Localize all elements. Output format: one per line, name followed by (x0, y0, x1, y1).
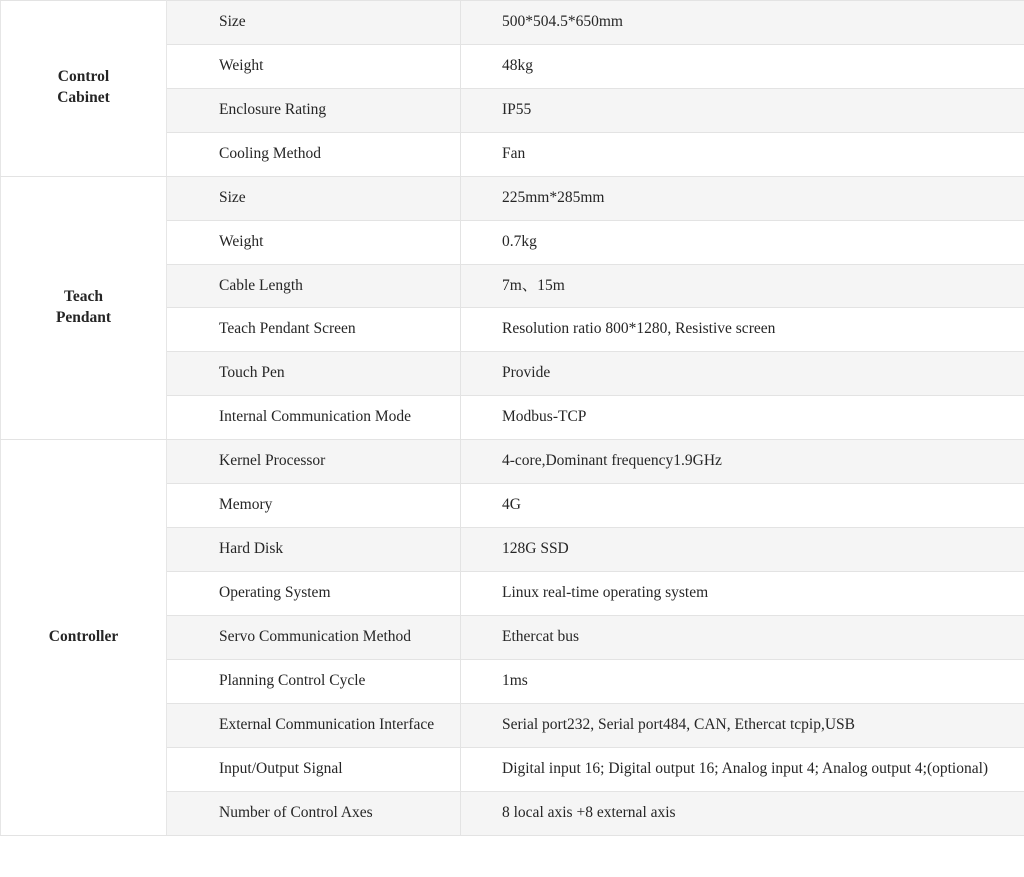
parameter-value: 0.7kg (461, 220, 1024, 264)
specifications-table-body (1, 1, 1024, 836)
parameter-value: Linux real-time operating system (461, 571, 1024, 615)
parameter-name: Teach Pendant Screen (167, 308, 461, 352)
parameter-value: Digital input 16; Digital output 16; Analog input 4; Analog output 4;(optional) (461, 747, 1024, 791)
parameter-name: Kernel Processor (167, 440, 461, 484)
parameter-name: Memory (167, 484, 461, 528)
parameter-name: Cooling Method (167, 132, 461, 176)
parameter-value: Provide (461, 352, 1024, 396)
parameter-value: Modbus-TCP (461, 396, 1024, 440)
parameter-value: 225mm*285mm (461, 176, 1024, 220)
parameter-name: Size (167, 176, 461, 220)
parameter-value: 4G (461, 484, 1024, 528)
parameter-value: IP55 (461, 88, 1024, 132)
group-label: Teach Pendant (1, 176, 167, 440)
parameter-value: Ethercat bus (461, 615, 1024, 659)
group-label: Control Cabinet (1, 1, 167, 177)
group-label: Controller (1, 440, 167, 835)
parameter-name: Servo Communication Method (167, 615, 461, 659)
table-row (1, 440, 1024, 484)
parameter-value: Fan (461, 132, 1024, 176)
parameter-name: Internal Communication Mode (167, 396, 461, 440)
parameter-value: Serial port232, Serial port484, CAN, Ethercat tcpip,USB (461, 703, 1024, 747)
parameter-name: External Communication Interface (167, 703, 461, 747)
parameter-value: Resolution ratio 800*1280, Resistive screen (461, 308, 1024, 352)
parameter-name: Cable Length (167, 264, 461, 308)
parameter-name: Number of Control Axes (167, 791, 461, 835)
parameter-value: 8 local axis +8 external axis (461, 791, 1024, 835)
parameter-name: Input/Output Signal (167, 747, 461, 791)
parameter-name: Size (167, 1, 461, 45)
parameter-value: 128G SSD (461, 528, 1024, 572)
parameter-name: Operating System (167, 571, 461, 615)
parameter-name: Enclosure Rating (167, 88, 461, 132)
parameter-name: Planning Control Cycle (167, 659, 461, 703)
parameter-name: Hard Disk (167, 528, 461, 572)
parameter-value: 500*504.5*650mm (461, 1, 1024, 45)
parameter-value: 48kg (461, 44, 1024, 88)
parameter-value: 7m、15m (461, 264, 1024, 308)
table-row (1, 176, 1024, 220)
parameter-name: Weight (167, 220, 461, 264)
table-row (1, 1, 1024, 45)
parameter-value: 4-core,Dominant frequency1.9GHz (461, 440, 1024, 484)
parameter-value: 1ms (461, 659, 1024, 703)
parameter-name: Touch Pen (167, 352, 461, 396)
parameter-name: Weight (167, 44, 461, 88)
